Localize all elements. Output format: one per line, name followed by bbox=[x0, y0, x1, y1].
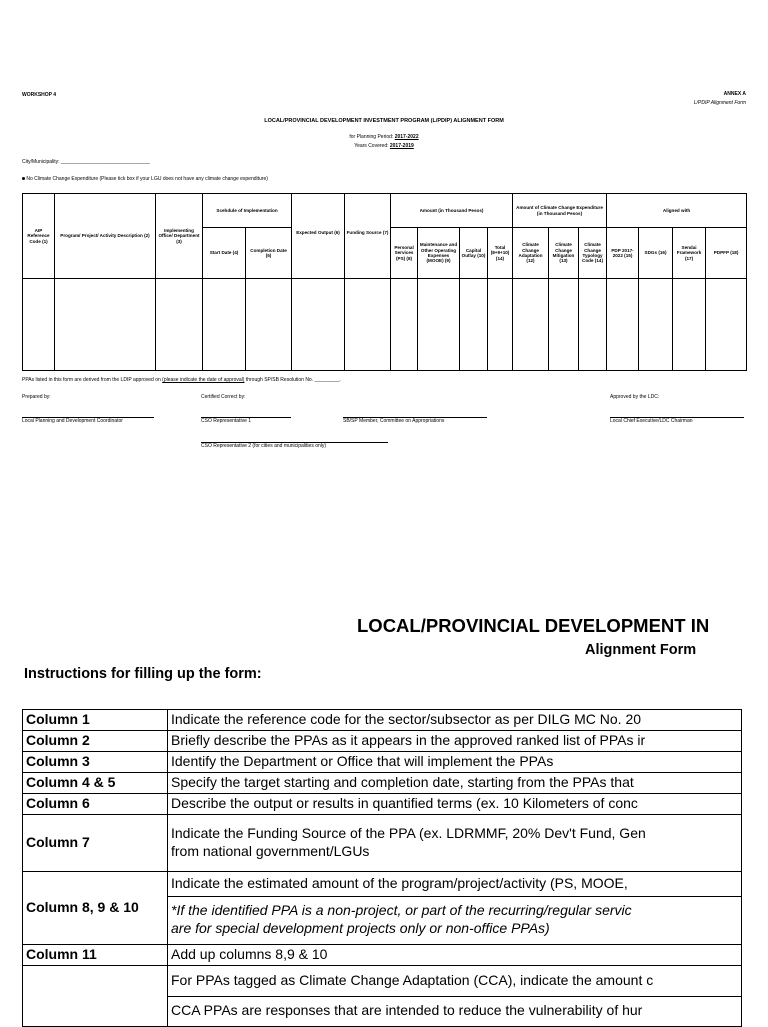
table-cell[interactable] bbox=[391, 279, 418, 371]
header-aip-code: AIP Reference Code (1) bbox=[23, 194, 55, 279]
column-instruction: Identify the Department or Office that will implement the PPAs bbox=[168, 752, 742, 773]
column-instruction: CCA PPAs are responses that are intended to reduce the vulnerability of hur bbox=[168, 996, 742, 1027]
table-cell[interactable] bbox=[156, 279, 203, 371]
table-cell[interactable] bbox=[639, 279, 673, 371]
header-pdpfp: PDPFP (18) bbox=[706, 228, 747, 279]
approval-date-link[interactable]: (please indicate the date of approval) bbox=[162, 377, 245, 383]
years-covered-value: 2017-2019 bbox=[389, 143, 414, 149]
header-amount: Amount (in Thousand Pesos) bbox=[391, 194, 513, 228]
column-instruction: For PPAs tagged as Climate Change Adaptation (CCA), indicate the amount c bbox=[168, 966, 742, 997]
table-cell[interactable] bbox=[246, 279, 292, 371]
table-row bbox=[23, 872, 742, 897]
column-name: Column 3 bbox=[23, 752, 168, 773]
header-ppa-description: Program/ Project/ Activity Description (2) bbox=[55, 194, 156, 279]
instructions-table bbox=[22, 709, 742, 1027]
header-schedule: Scehdule of Implementation bbox=[203, 194, 292, 228]
column-instruction: Add up columns 8,9 & 10 bbox=[168, 945, 742, 966]
header-aligned-with: Aligned with bbox=[607, 194, 747, 228]
table-row bbox=[23, 710, 742, 731]
column-name: Column 7 bbox=[23, 815, 168, 872]
table-cell[interactable] bbox=[513, 279, 549, 371]
column-instruction-note: *If the identified PPA is a non-project, or part of the recurring/regular servic are for special development projects only or non-office PPAs) bbox=[168, 896, 742, 944]
table-cell[interactable] bbox=[418, 279, 460, 371]
header-sendai: Sendai Framework (17) bbox=[673, 228, 706, 279]
header-ps: Personal Services (PS) (8) bbox=[391, 228, 418, 279]
header-completion-date: Completion Date (5) bbox=[246, 228, 292, 279]
header-start-date: Start Date (4) bbox=[203, 228, 246, 279]
instructions-heading: Instructions for filling up the form: bbox=[24, 666, 262, 682]
certified-by-label: Certified Correct by: bbox=[201, 394, 246, 400]
table-row bbox=[23, 945, 742, 966]
table-cell[interactable] bbox=[292, 279, 345, 371]
column-name: Column 1 bbox=[23, 710, 168, 731]
table-row bbox=[23, 731, 742, 752]
table-row bbox=[23, 966, 742, 997]
table-cell[interactable] bbox=[488, 279, 513, 371]
table-cell[interactable] bbox=[607, 279, 639, 371]
workshop-label: WORKSHOP 4 bbox=[22, 92, 57, 98]
sig-sb-member: SB/SP Member, Committee on Appropriations bbox=[343, 418, 445, 424]
table-cell[interactable] bbox=[579, 279, 607, 371]
prepared-by-label: Prepared by: bbox=[22, 394, 51, 400]
header-pdp: PDP 2017-2022 (15) bbox=[607, 228, 639, 279]
form-title: LOCAL/PROVINCIAL DEVELOPMENT INVESTMENT PROGRAM (L/PDIP) ALIGNMENT FORM bbox=[264, 118, 504, 124]
instructions-subtitle: Alignment Form bbox=[585, 642, 697, 658]
planning-period-value: 2017-2022 bbox=[394, 134, 419, 140]
table-cell[interactable] bbox=[345, 279, 391, 371]
table-row bbox=[23, 279, 747, 371]
column-name bbox=[23, 966, 168, 1027]
annex-label: ANNEX A bbox=[723, 91, 746, 97]
column-name: Column 8, 9 & 10 bbox=[23, 872, 168, 945]
header-ccm: Climate Change Mitigation (13) bbox=[549, 228, 579, 279]
header-mooe: Maintenance and Other Operating Expenses (MOOE) (9) bbox=[418, 228, 460, 279]
sig-lpdc: Local Planning and Development Coordinator bbox=[22, 418, 123, 424]
no-cc-note: No Climate Change Expenditure (Please tick box if your LGU does not have any climate change expenditure) bbox=[26, 176, 268, 182]
header-expected-output: Expected Output (6) bbox=[292, 194, 345, 279]
column-instruction: Briefly describe the PPAs as it appears in the approved ranked list of PPAs ir bbox=[168, 731, 742, 752]
table-cell[interactable] bbox=[460, 279, 488, 371]
table-cell[interactable] bbox=[673, 279, 706, 371]
column-instruction: Specify the target starting and completion date, starting from the PPAs that bbox=[168, 773, 742, 794]
column-instruction: Describe the output or results in quantified terms (ex. 10 Kilometers of conc bbox=[168, 794, 742, 815]
column-name: Column 2 bbox=[23, 731, 168, 752]
no-cc-row bbox=[22, 177, 268, 183]
planning-period: for Planning Period: 2017-2022 bbox=[349, 134, 419, 140]
table-row bbox=[23, 815, 742, 872]
years-covered: Years Covered: 2017-2019 bbox=[354, 143, 414, 149]
column-name: Column 4 & 5 bbox=[23, 773, 168, 794]
table-cell[interactable] bbox=[549, 279, 579, 371]
sig-lce: Local Chief Executive/LDC Chairman bbox=[610, 418, 693, 424]
table-cell[interactable] bbox=[55, 279, 156, 371]
table-row bbox=[23, 794, 742, 815]
ppa-note: PPAs listed in this form are derived from the LDIP approved on (please indicate the date of approval) through SP/SB Resolution No. _________. bbox=[22, 377, 341, 383]
checkbox-icon[interactable] bbox=[22, 177, 25, 180]
header-sdgs: SDGs (16) bbox=[639, 228, 673, 279]
header-total: Total (8+9+10) (14) bbox=[488, 228, 513, 279]
column-name: Column 6 bbox=[23, 794, 168, 815]
table-row bbox=[23, 773, 742, 794]
column-instruction: Indicate the estimated amount of the program/project/activity (PS, MOOE, bbox=[168, 872, 742, 897]
table-row bbox=[23, 752, 742, 773]
table-cell[interactable] bbox=[706, 279, 747, 371]
column-instruction: Indicate the reference code for the sector/subsector as per DILG MC No. 20 bbox=[168, 710, 742, 731]
sig-cso2: CSO Representative 2 (for cities and municipalities only) bbox=[201, 443, 327, 449]
header-implementing-office: Implementing Office/ Department (3) bbox=[156, 194, 203, 279]
table-cell[interactable] bbox=[23, 279, 55, 371]
alignment-form-table bbox=[22, 193, 747, 371]
header-typology: Climate Change Typology Code (14) bbox=[579, 228, 607, 279]
column-instruction: Indicate the Funding Source of the PPA (ex. LDRMMF, 20% Dev't Fund, Gen from national government/LGUs bbox=[168, 815, 742, 872]
header-climate-amount: Amount of Climate Change Expenditure (in Thousand Pesos) bbox=[513, 194, 607, 228]
header-funding-source: Funding Source (7) bbox=[345, 194, 391, 279]
column-name: Column 11 bbox=[23, 945, 168, 966]
header-cca: Climate Change Adaptation (12) bbox=[513, 228, 549, 279]
instructions-title: LOCAL/PROVINCIAL DEVELOPMENT IN bbox=[357, 615, 710, 636]
header-capital-outlay: Capital Outlay (10) bbox=[460, 228, 488, 279]
sig-cso1: CSO Representative 1 bbox=[201, 418, 252, 424]
city-field[interactable]: City/Municipality: ________________________________ bbox=[22, 159, 150, 165]
annex-subtitle: L/PDIP Alignment Form bbox=[693, 100, 746, 106]
table-cell[interactable] bbox=[203, 279, 246, 371]
approved-by-label: Approved by the LDC: bbox=[610, 394, 660, 400]
